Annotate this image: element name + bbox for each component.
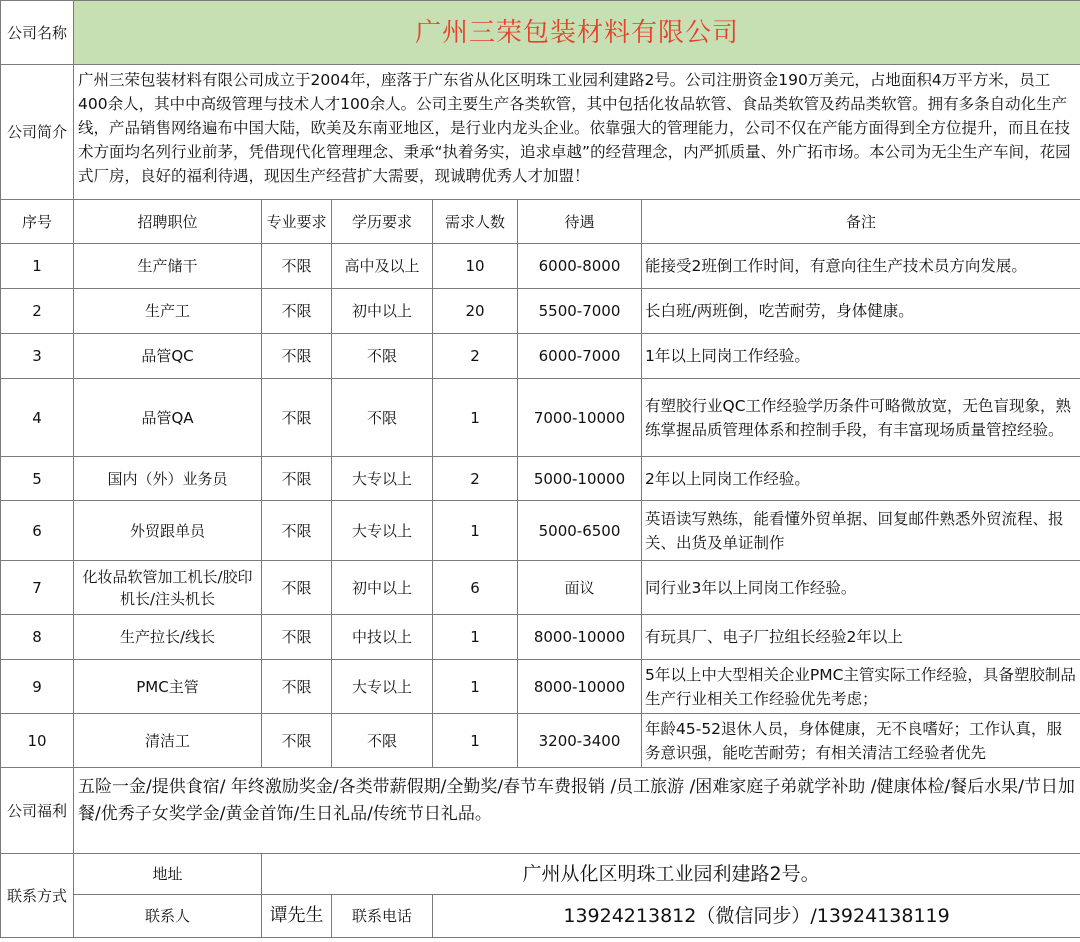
row-education: 不限 [332, 334, 433, 379]
row-salary: 面议 [518, 561, 642, 615]
table-header-row [1, 200, 1080, 244]
row-major: 不限 [262, 501, 332, 561]
table-row [1, 561, 1080, 615]
address-row [1, 854, 1080, 895]
row-salary: 5000-10000 [518, 457, 642, 501]
table-row [1, 244, 1080, 289]
company-intro-row [1, 65, 1080, 200]
row-note: 英语读写熟练，能看懂外贸单据、回复邮件熟悉外贸流程、报关、出货及单证制作 [642, 501, 1080, 561]
row-major: 不限 [262, 244, 332, 289]
table-row [1, 615, 1080, 660]
header-note: 备注 [642, 200, 1080, 244]
row-note: 有玩具厂、电子厂拉组长经验2年以上 [642, 615, 1080, 660]
row-number: 9 [1, 660, 74, 714]
row-major: 不限 [262, 457, 332, 501]
contact-person-label: 联系人 [74, 895, 262, 938]
contact-person-value: 谭先生 [262, 895, 332, 938]
row-position: 清洁工 [74, 714, 262, 768]
row-position: 品管QC [74, 334, 262, 379]
row-education: 大专以上 [332, 660, 433, 714]
header-salary: 待遇 [518, 200, 642, 244]
row-note: 5年以上中大型相关企业PMC主管实际工作经验，具备塑胶制品生产行业相关工作经验优先考虑； [642, 660, 1080, 714]
row-count: 2 [433, 334, 518, 379]
row-number: 5 [1, 457, 74, 501]
row-salary: 7000-10000 [518, 379, 642, 457]
table-row [1, 334, 1080, 379]
row-position: 外贸跟单员 [74, 501, 262, 561]
row-major: 不限 [262, 615, 332, 660]
row-number: 8 [1, 615, 74, 660]
row-salary: 3200-3400 [518, 714, 642, 768]
row-education: 大专以上 [332, 457, 433, 501]
row-salary: 8000-10000 [518, 660, 642, 714]
address-value: 广州从化区明珠工业园利建路2号。 [262, 854, 1080, 895]
welfare-text: 五险一金/提供食宿/ 年终激励奖金/各类带薪假期/全勤奖/春节车费报销 /员工旅游 /困难家庭子弟就学补助 /健康体检/餐后水果/节日加餐/优秀子女奖学金/黄金首饰/生日礼品/传统节日礼品。 [74, 768, 1080, 854]
row-note: 1年以上同岗工作经验。 [642, 334, 1080, 379]
row-education: 高中及以上 [332, 244, 433, 289]
row-major: 不限 [262, 379, 332, 457]
row-position: 国内（外）业务员 [74, 457, 262, 501]
row-number: 7 [1, 561, 74, 615]
row-count: 6 [433, 561, 518, 615]
row-number: 3 [1, 334, 74, 379]
welfare-label: 公司福利 [1, 768, 74, 854]
table-row [1, 289, 1080, 334]
row-count: 1 [433, 660, 518, 714]
table-row [1, 379, 1080, 457]
contact-person-row [1, 895, 1080, 938]
row-position: 品管QA [74, 379, 262, 457]
row-note: 年龄45-52退休人员，身体健康，无不良嗜好；工作认真，服务意识强，能吃苦耐劳；有相关清洁工经验者优先 [642, 714, 1080, 768]
row-position: 生产工 [74, 289, 262, 334]
table-row [1, 660, 1080, 714]
row-number: 2 [1, 289, 74, 334]
row-count: 1 [433, 615, 518, 660]
job-rows [1, 244, 1080, 768]
company-name-row [1, 1, 1080, 65]
row-position: 化妆品软管加工机长/胶印机长/注头机长 [74, 561, 262, 615]
company-intro-text: 广州三荣包装材料有限公司成立于2004年，座落于广东省从化区明珠工业园利建路2号。公司注册资金190万美元，占地面积4万平方米，员工400余人，其中中高级管理与技术人才100余人。公司主要生产各类软管，其中包括化妆品软管、食品类软管及药品类软管。拥有多条自动化生产线，产品销售网络遍布中国大陆，欧美及东南亚地区，是行业内龙头企业。依靠强大的管理能力，公司不仅在产能方面得到全方位提升，而且在技术方面均名列行业前茅，凭借现代化管理理念、秉承“执着务实，追求卓越”的经营理念，内严抓质量、外广拓市场。本公司为无尘生产车间，花园式厂房，良好的福利待遇，现因生产经营扩大需要，现诚聘优秀人才加盟！ [74, 65, 1080, 200]
address-label: 地址 [74, 854, 262, 895]
company-intro-label: 公司简介 [1, 65, 74, 200]
row-education: 初中以上 [332, 289, 433, 334]
row-count: 1 [433, 501, 518, 561]
table-row [1, 457, 1080, 501]
row-count: 1 [433, 379, 518, 457]
row-position: 生产储干 [74, 244, 262, 289]
row-education: 初中以上 [332, 561, 433, 615]
header-education: 学历要求 [332, 200, 433, 244]
row-number: 6 [1, 501, 74, 561]
row-number: 10 [1, 714, 74, 768]
contact-label: 联系方式 [1, 854, 74, 938]
row-education: 大专以上 [332, 501, 433, 561]
header-count: 需求人数 [433, 200, 518, 244]
row-position: PMC主管 [74, 660, 262, 714]
header-major: 专业要求 [262, 200, 332, 244]
phone-value: 13924213812（微信同步）/13924138119 [433, 895, 1080, 938]
row-salary: 5500-7000 [518, 289, 642, 334]
row-note: 有塑胶行业QC工作经验学历条件可略微放宽，无色盲现象，熟练掌握品质管理体系和控制手段，有丰富现场质量管控经验。 [642, 379, 1080, 457]
header-no: 序号 [1, 200, 74, 244]
row-major: 不限 [262, 334, 332, 379]
row-note: 长白班/两班倒，吃苦耐劳，身体健康。 [642, 289, 1080, 334]
row-salary: 8000-10000 [518, 615, 642, 660]
row-major: 不限 [262, 561, 332, 615]
row-position: 生产拉长/线长 [74, 615, 262, 660]
row-number: 4 [1, 379, 74, 457]
row-education: 不限 [332, 714, 433, 768]
row-note: 能接受2班倒工作时间，有意向往生产技术员方向发展。 [642, 244, 1080, 289]
row-major: 不限 [262, 714, 332, 768]
table-row [1, 714, 1080, 768]
row-count: 10 [433, 244, 518, 289]
row-salary: 5000-6500 [518, 501, 642, 561]
row-major: 不限 [262, 289, 332, 334]
row-count: 2 [433, 457, 518, 501]
phone-label: 联系电话 [332, 895, 433, 938]
header-position: 招聘职位 [74, 200, 262, 244]
row-education: 中技以上 [332, 615, 433, 660]
row-note: 2年以上同岗工作经验。 [642, 457, 1080, 501]
company-name-label: 公司名称 [1, 1, 74, 65]
table-row [1, 501, 1080, 561]
row-count: 20 [433, 289, 518, 334]
welfare-row [1, 768, 1080, 854]
row-salary: 6000-8000 [518, 244, 642, 289]
row-major: 不限 [262, 660, 332, 714]
row-count: 1 [433, 714, 518, 768]
row-number: 1 [1, 244, 74, 289]
company-name-title: 广州三荣包装材料有限公司 [74, 1, 1080, 65]
row-note: 同行业3年以上同岗工作经验。 [642, 561, 1080, 615]
row-salary: 6000-7000 [518, 334, 642, 379]
row-education: 不限 [332, 379, 433, 457]
